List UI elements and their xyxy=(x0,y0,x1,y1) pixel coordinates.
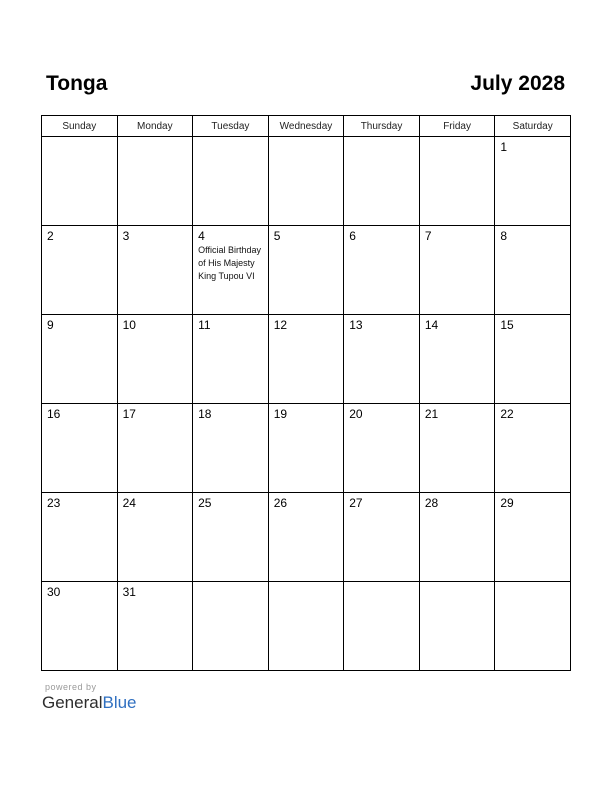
day-cell xyxy=(495,137,571,226)
week-row xyxy=(42,226,571,315)
day-cell xyxy=(193,404,269,493)
day-number: 31 xyxy=(122,585,136,599)
day-cell xyxy=(117,582,193,671)
empty-day-cell xyxy=(193,137,269,226)
day-number xyxy=(495,582,570,585)
holiday-label: Official Birthday of His Majesty King Tupou VI xyxy=(198,245,261,281)
day-number xyxy=(42,137,117,140)
day-cell xyxy=(419,315,495,404)
day-number: 28 xyxy=(424,496,439,510)
weekday-header-monday: Monday xyxy=(117,116,193,137)
day-cell xyxy=(419,226,495,315)
week-row xyxy=(42,137,571,226)
day-number: 16 xyxy=(47,407,61,421)
weekday-header-row xyxy=(42,116,571,137)
day-cell xyxy=(117,404,193,493)
day-cell xyxy=(42,315,118,404)
day-number: 22 xyxy=(500,407,514,421)
weekday-header-wednesday: Wednesday xyxy=(268,116,344,137)
day-number: 26 xyxy=(273,496,288,510)
day-cell xyxy=(193,493,269,582)
day-cell xyxy=(268,404,344,493)
weekday-header-tuesday: Tuesday xyxy=(193,116,269,137)
day-cell xyxy=(268,315,344,404)
day-number xyxy=(193,137,268,140)
day-number: 30 xyxy=(47,585,61,599)
day-cell xyxy=(42,226,118,315)
week-row xyxy=(42,493,571,582)
day-number xyxy=(344,582,419,585)
day-cell xyxy=(419,404,495,493)
empty-day-cell xyxy=(419,582,495,671)
day-cell xyxy=(42,493,118,582)
country-title: Tonga xyxy=(46,72,108,95)
week-row xyxy=(42,404,571,493)
day-number: 21 xyxy=(424,407,439,421)
day-number xyxy=(269,582,344,585)
day-number: 18 xyxy=(198,407,212,421)
day-number: 6 xyxy=(349,229,356,243)
day-cell xyxy=(193,226,269,315)
day-number: 13 xyxy=(349,318,363,332)
empty-day-cell xyxy=(344,582,420,671)
generalblue-logo[interactable] xyxy=(42,693,137,713)
day-number: 11 xyxy=(198,318,211,332)
day-number xyxy=(420,582,495,585)
day-number: 8 xyxy=(500,229,508,243)
brand-part-general: General xyxy=(42,693,103,712)
day-cell xyxy=(42,582,118,671)
day-cell xyxy=(495,226,571,315)
day-cell xyxy=(268,226,344,315)
day-number xyxy=(420,137,495,140)
empty-day-cell xyxy=(268,582,344,671)
empty-day-cell xyxy=(419,137,495,226)
powered-by-label: powered by xyxy=(45,682,97,692)
day-number: 23 xyxy=(47,496,61,510)
day-number: 2 xyxy=(47,229,54,243)
day-cell xyxy=(419,493,495,582)
day-cell xyxy=(344,493,420,582)
empty-day-cell xyxy=(193,582,269,671)
day-number: 14 xyxy=(424,318,439,332)
day-cell xyxy=(344,404,420,493)
day-number xyxy=(118,137,193,140)
empty-day-cell xyxy=(117,137,193,226)
day-number: 1 xyxy=(500,140,508,154)
empty-day-cell xyxy=(495,582,571,671)
weekday-header-saturday: Saturday xyxy=(495,116,571,137)
week-row xyxy=(42,315,571,404)
day-cell xyxy=(117,493,193,582)
day-number: 7 xyxy=(424,229,432,243)
calendar-grid xyxy=(41,115,571,671)
day-number xyxy=(344,137,419,140)
day-number: 12 xyxy=(273,318,288,332)
day-number: 4 xyxy=(198,229,205,243)
day-cell xyxy=(344,315,420,404)
month-year-title: July 2028 xyxy=(470,72,565,95)
day-cell xyxy=(117,315,193,404)
day-cell xyxy=(268,493,344,582)
day-number xyxy=(269,137,344,140)
day-number: 25 xyxy=(198,496,212,510)
day-number: 20 xyxy=(349,407,363,421)
day-number: 9 xyxy=(47,318,54,332)
day-number: 15 xyxy=(500,318,514,332)
empty-day-cell xyxy=(268,137,344,226)
weekday-header-sunday: Sunday xyxy=(42,116,118,137)
day-cell xyxy=(42,404,118,493)
day-number: 5 xyxy=(273,229,281,243)
day-number xyxy=(193,582,268,585)
empty-day-cell xyxy=(42,137,118,226)
day-number: 27 xyxy=(349,496,363,510)
day-cell xyxy=(495,404,571,493)
brand-part-blue: Blue xyxy=(102,693,137,712)
day-number: 29 xyxy=(500,496,514,510)
day-cell xyxy=(344,226,420,315)
empty-day-cell xyxy=(344,137,420,226)
day-cell xyxy=(193,315,269,404)
day-number: 3 xyxy=(122,229,130,243)
day-number: 17 xyxy=(122,407,136,421)
day-number: 10 xyxy=(122,318,136,332)
day-number: 19 xyxy=(273,407,288,421)
day-cell xyxy=(495,315,571,404)
week-row xyxy=(42,582,571,671)
weekday-header-thursday: Thursday xyxy=(344,116,420,137)
weekday-header-friday: Friday xyxy=(419,116,495,137)
day-cell xyxy=(495,493,571,582)
day-number: 24 xyxy=(122,496,136,510)
day-cell xyxy=(117,226,193,315)
